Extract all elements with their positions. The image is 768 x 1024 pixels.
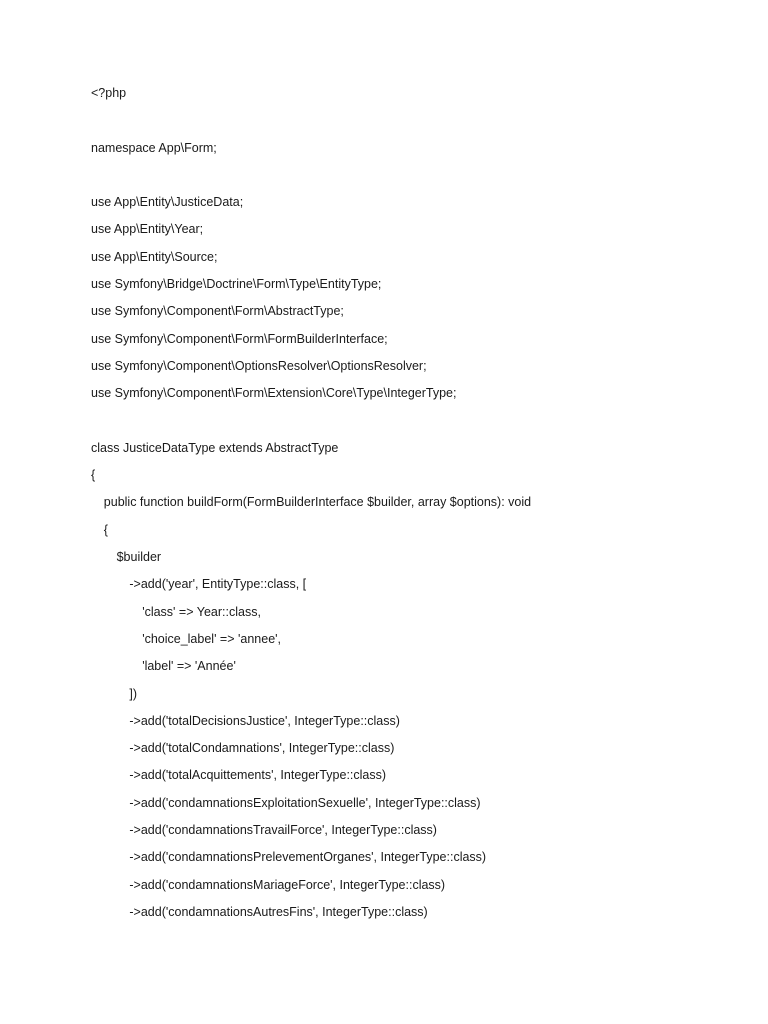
blank-line bbox=[91, 165, 531, 192]
code-line: ->add('year', EntityType::class, [ bbox=[129, 577, 307, 592]
code-line: { bbox=[91, 468, 96, 483]
code-line: use Symfony\Component\Form\FormBuilderInterface; bbox=[91, 331, 388, 346]
code-line: namespace App\Form; bbox=[91, 140, 217, 155]
code-line: use Symfony\Component\Form\AbstractType; bbox=[91, 304, 344, 319]
code-line: 'choice_label' => 'annee', bbox=[142, 631, 282, 646]
code-line: use Symfony\Component\OptionsResolver\OptionsResolver; bbox=[91, 358, 427, 373]
code-line: ->add('totalCondamnations', IntegerType::class) bbox=[129, 741, 395, 756]
code-line: <?php bbox=[91, 86, 127, 100]
blank-line bbox=[91, 110, 531, 137]
code-listing bbox=[91, 83, 531, 929]
code-line: ->add('condamnationsMariageForce', IntegerType::class) bbox=[129, 877, 446, 892]
code-line: ->add('condamnationsPrelevementOrganes', IntegerType::class) bbox=[129, 850, 487, 865]
code-line: use App\Entity\JusticeData; bbox=[91, 195, 244, 210]
code-line: { bbox=[103, 522, 108, 537]
code-line: use Symfony\Bridge\Doctrine\Form\Type\EntityType; bbox=[91, 277, 382, 292]
code-line: public function buildForm(FormBuilderInterface $builder, array $options): void bbox=[103, 495, 532, 510]
code-line: ->add('condamnationsExploitationSexuelle', IntegerType::class) bbox=[129, 795, 481, 810]
code-line: ]) bbox=[129, 686, 138, 701]
code-line: 'class' => Year::class, bbox=[142, 604, 261, 619]
code-line: use Symfony\Component\Form\Extension\Core\Type\IntegerType; bbox=[91, 386, 457, 401]
code-line: use App\Entity\Source; bbox=[91, 249, 218, 264]
code-line: ->add('condamnationsTravailForce', IntegerType::class) bbox=[129, 823, 437, 838]
code-line: use App\Entity\Year; bbox=[91, 222, 204, 237]
code-line: class JusticeDataType extends AbstractType bbox=[91, 440, 339, 455]
code-line: 'label' => 'Année' bbox=[142, 659, 236, 674]
code-line: ->add('totalDecisionsJustice', IntegerType::class) bbox=[129, 713, 400, 728]
code-line: $builder bbox=[116, 550, 162, 565]
code-line: ->add('totalAcquittements', IntegerType::class) bbox=[129, 768, 387, 783]
blank-line bbox=[91, 411, 531, 438]
code-line: ->add('condamnationsAutresFins', IntegerType::class) bbox=[129, 904, 428, 919]
